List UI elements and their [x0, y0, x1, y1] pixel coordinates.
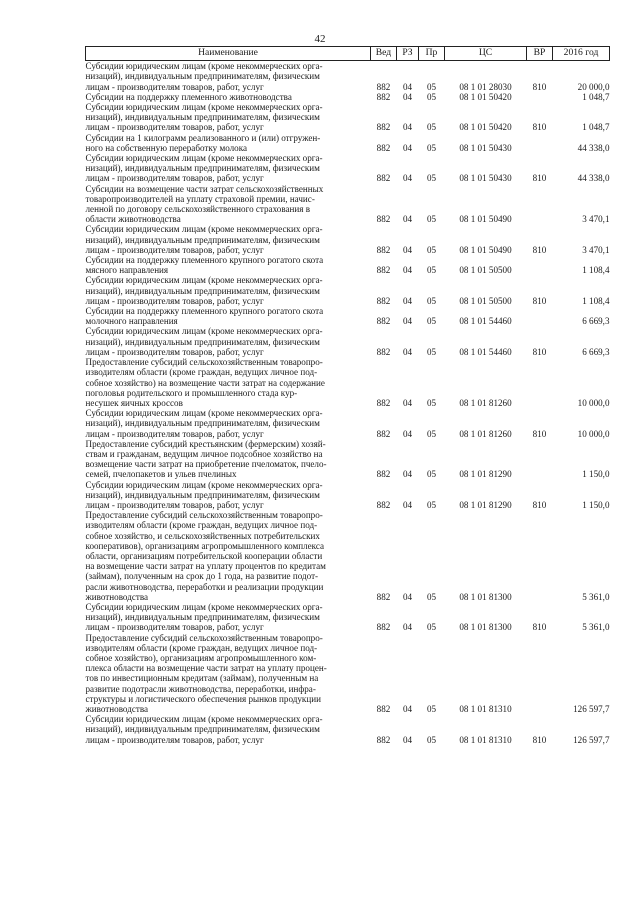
cell-name-line: низаций), индивидуальным предпринимателям, физическим [85, 163, 320, 174]
cell-name-line: Субсидии юридическим лицам (кроме некоммерческих орга- [85, 275, 323, 286]
page-number: 42 [314, 33, 326, 45]
cell-name-line: мясного направления [85, 265, 169, 276]
cell-ved: 882 [376, 81, 391, 92]
cell-name-line: собное хозяйство) на возмещение части затрат на содержание [85, 377, 325, 388]
cell-name-line: Субсидии юридическим лицам (кроме некоммерческих орга- [85, 153, 323, 164]
cell-name-line: изводителям области (кроме граждан, ведущих личное под- [85, 642, 318, 653]
table-row [86, 602, 610, 633]
cell-name-line: семей, пчелопакетов и ульев пчелиных [85, 469, 237, 480]
cell-name-line: Субсидии юридическим лицам (кроме некоммерческих орга- [85, 408, 323, 419]
cell-ved: 882 [376, 91, 391, 102]
cell-name-line: собное хозяйство, и сельскохозяйственных потребительских [85, 530, 320, 541]
cell-name [86, 133, 371, 153]
cell-pr: 05 [426, 81, 437, 92]
cell-cs: 08 1 01 50430 [459, 142, 512, 153]
cell-amount: 1 048,7 [582, 91, 610, 102]
cell-vr: 810 [532, 346, 547, 357]
cell-name-line: кооперативов), организациям агропромышленного комплекса [85, 540, 325, 551]
cell-amount: 3 470,1 [582, 214, 610, 225]
cell-name-line: лицам - производителям товаров, работ, услуг [85, 244, 264, 255]
cell-pr: 05 [426, 346, 437, 357]
cell-name-line: на возмещение части затрат на уплату процентов по кредитам [85, 561, 326, 572]
cell-amount: 1 048,7 [582, 122, 610, 133]
table-body [86, 61, 610, 745]
cell-amount: 126 597,7 [573, 734, 610, 745]
cell-name-line: низаций), индивидуальным предпринимателям, физическим [85, 612, 320, 623]
cell-vr [527, 255, 553, 275]
cell-name-line: поголовья родительского и промышленного стада кур- [85, 387, 298, 398]
cell-rz: 04 [402, 346, 413, 357]
cell-name-line: низаций), индивидуальным предпринимателям, физическим [85, 336, 320, 347]
cell-cs: 08 1 01 81290 [459, 469, 512, 480]
cell-pr: 05 [426, 295, 437, 306]
cell-name-line: области, организациям потребительской кооперации области [85, 550, 323, 561]
cell-name-line: Субсидии юридическим лицам (кроме некоммерческих орга- [85, 224, 323, 235]
cell-vr [527, 439, 553, 480]
cell-name-line: ного на собственную переработку молока [85, 142, 248, 153]
cell-rz: 04 [402, 704, 413, 714]
cell-name [86, 510, 371, 602]
cell-name-line: низаций), индивидуальным предпринимателям, физическим [85, 724, 320, 735]
table-row [86, 275, 610, 306]
cell-rz: 04 [402, 295, 413, 306]
cell-name [86, 275, 371, 306]
cell-ved: 882 [376, 622, 391, 633]
cell-name [86, 92, 371, 102]
cell-cs: 08 1 01 50420 [459, 91, 512, 102]
table-row [86, 439, 610, 480]
cell-pr: 05 [426, 469, 437, 480]
cell-rz: 04 [402, 81, 413, 92]
cell-name-line: товаропроизводителей на уплату страховой премии, начис- [85, 193, 315, 204]
header-pr: Пр [419, 47, 445, 61]
cell-pr: 05 [426, 244, 437, 255]
cell-name-line: Субсидии на возмещение части затрат сельскохозяйственных [85, 183, 324, 194]
table-row [86, 510, 610, 602]
cell-ved: 882 [376, 173, 391, 184]
cell-name-line: Субсидии юридическим лицам (кроме некоммерческих орга- [85, 326, 323, 337]
cell-rz: 04 [402, 428, 413, 439]
cell-rz: 04 [402, 265, 413, 276]
cell-amount: 1 108,4 [582, 295, 610, 306]
cell-name [86, 102, 371, 133]
cell-name-line: тов по инвестиционным кредитам (займам), полученным на [85, 673, 319, 684]
cell-vr: 810 [532, 173, 547, 184]
table-row [86, 357, 610, 408]
table-row [86, 306, 610, 326]
cell-pr: 05 [426, 428, 437, 439]
header-cs: ЦС [445, 47, 527, 61]
cell-name [86, 153, 371, 184]
table-row [86, 255, 610, 275]
cell-ved: 882 [376, 295, 391, 306]
cell-name-line: Субсидии юридическим лицам (кроме некоммерческих орга- [85, 479, 323, 490]
cell-name-line: ствам и гражданам, ведущим личное подсобное хозяйство на [85, 448, 323, 459]
cell-pr: 05 [426, 214, 437, 225]
cell-name-line: лицам - производителям товаров, работ, услуг [85, 734, 264, 745]
cell-cs: 08 1 01 50490 [459, 214, 512, 225]
cell-cs: 08 1 01 81310 [459, 704, 512, 714]
cell-ved: 882 [376, 244, 391, 255]
cell-pr: 05 [426, 591, 437, 602]
cell-vr: 810 [532, 244, 547, 255]
cell-name-line: области животноводства [85, 214, 181, 225]
table-row [86, 633, 610, 715]
table-row [86, 714, 610, 745]
cell-ved: 882 [376, 469, 391, 480]
cell-amount: 20 000,0 [577, 81, 610, 92]
cell-rz: 04 [402, 142, 413, 153]
cell-ved: 882 [376, 265, 391, 276]
cell-ved: 882 [376, 214, 391, 225]
cell-cs: 08 1 01 54460 [459, 346, 512, 357]
cell-name [86, 326, 371, 357]
cell-rz: 04 [402, 173, 413, 184]
cell-name-line: несушек яичных кроссов [85, 397, 183, 408]
cell-amount: 44 338,0 [577, 173, 610, 184]
cell-name-line: лицам - производителям товаров, работ, услуг [85, 428, 264, 439]
cell-cs: 08 1 01 50500 [459, 265, 512, 276]
cell-rz: 04 [402, 622, 413, 633]
cell-name-line: развитие подотрасли животноводства, переработки, инфра- [85, 683, 316, 694]
cell-name-line: Субсидии юридическим лицам (кроме некоммерческих орга- [85, 714, 323, 725]
cell-cs: 08 1 01 81300 [459, 591, 512, 602]
cell-name-line: низаций), индивидуальным предпринимателям, физическим [85, 285, 320, 296]
cell-pr: 05 [426, 173, 437, 184]
cell-name-line: низаций), индивидуальным предпринимателям, физическим [85, 489, 320, 500]
cell-name-line: лицам - производителям товаров, работ, услуг [85, 173, 264, 184]
cell-name-line: (займам), полученным на срок до 1 года, на развитие подот- [85, 571, 319, 582]
table-row [86, 408, 610, 439]
cell-amount: 44 338,0 [577, 142, 610, 153]
cell-cs: 08 1 01 81310 [459, 734, 512, 745]
cell-name-line: лицам - производителям товаров, работ, услуг [85, 622, 264, 633]
cell-name-line: Субсидии юридическим лицам (кроме некоммерческих орга- [85, 102, 323, 113]
cell-name-line: Субсидии на поддержку племенного крупного рогатого скота [85, 255, 324, 266]
cell-vr: 810 [532, 81, 547, 92]
cell-vr: 810 [532, 499, 547, 510]
cell-name-line: лицам - производителям товаров, работ, услуг [85, 346, 264, 357]
cell-name-line: возмещение части затрат на приобретение пчеломаток, пчело- [85, 459, 327, 470]
cell-cs: 08 1 01 28030 [459, 81, 512, 92]
cell-pr: 05 [426, 122, 437, 133]
table-row [86, 480, 610, 511]
cell-vr [527, 510, 553, 602]
cell-ved: 882 [376, 734, 391, 745]
cell-name-line: структуры и логистического обеспечения рынков продукции [85, 693, 321, 704]
cell-rz: 04 [402, 122, 413, 133]
cell-amount: 1 150,0 [582, 469, 610, 480]
cell-pr: 05 [426, 499, 437, 510]
cell-pr: 05 [426, 265, 437, 276]
table-header-row [86, 47, 610, 61]
cell-name-line: Субсидии юридическим лицам (кроме некоммерческих орга- [85, 61, 323, 72]
cell-name-line: Предоставление субсидий сельскохозяйственным товаропро- [85, 357, 323, 368]
cell-name-line: животноводства [85, 704, 149, 714]
cell-name [86, 61, 371, 92]
cell-cs: 08 1 01 81260 [459, 428, 512, 439]
cell-name [86, 714, 371, 745]
cell-amount: 10 000,0 [577, 397, 610, 408]
cell-amount: 3 470,1 [582, 244, 610, 255]
cell-rz: 04 [402, 591, 413, 602]
cell-cs: 08 1 01 81260 [459, 397, 512, 408]
cell-ved: 882 [376, 591, 391, 602]
budget-table [85, 46, 610, 745]
cell-vr: 810 [532, 295, 547, 306]
cell-vr: 810 [532, 428, 547, 439]
header-year: 2016 год [553, 47, 610, 61]
header-ved: Вед [371, 47, 397, 61]
header-rz: РЗ [397, 47, 419, 61]
cell-cs: 08 1 01 50490 [459, 244, 512, 255]
cell-name-line: лицам - производителям товаров, работ, услуг [85, 499, 264, 510]
cell-cs: 08 1 01 81290 [459, 499, 512, 510]
cell-pr: 05 [426, 91, 437, 102]
header-vr: ВР [527, 47, 553, 61]
table-row [86, 184, 610, 225]
cell-vr [527, 306, 553, 326]
cell-name-line: низаций), индивидуальным предпринимателям, физическим [85, 234, 320, 245]
table-row [86, 102, 610, 133]
table-row [86, 133, 610, 153]
cell-vr: 810 [532, 622, 547, 633]
cell-pr: 05 [426, 397, 437, 408]
cell-name-line: Субсидии на поддержку племенного крупного рогатого скота [85, 306, 324, 317]
cell-ved: 882 [376, 428, 391, 439]
cell-vr [527, 184, 553, 225]
cell-name [86, 357, 371, 408]
cell-name-line: низаций), индивидуальным предпринимателям, физическим [85, 112, 320, 123]
cell-name [86, 408, 371, 439]
cell-name-line: Субсидии на 1 килограмм реализованного и (или) отгружен- [85, 132, 321, 143]
cell-cs: 08 1 01 50500 [459, 295, 512, 306]
cell-cs: 08 1 01 54460 [459, 316, 512, 327]
cell-pr: 05 [426, 622, 437, 633]
cell-rz: 04 [402, 499, 413, 510]
cell-cs: 08 1 01 50420 [459, 122, 512, 133]
cell-name [86, 480, 371, 511]
cell-name-line: расли животноводства, переработки и реализации продукции [85, 581, 324, 592]
cell-name-line: низаций), индивидуальным предпринимателям, физическим [85, 418, 320, 429]
cell-name [86, 439, 371, 480]
cell-pr: 05 [426, 142, 437, 153]
cell-name [86, 602, 371, 633]
cell-amount: 1 108,4 [582, 265, 610, 276]
cell-pr: 05 [426, 316, 437, 327]
header-name: Наименование [86, 47, 371, 61]
cell-name [86, 224, 371, 255]
cell-amount: 6 669,3 [582, 346, 610, 357]
cell-amount: 5 361,0 [582, 591, 610, 602]
cell-name-line: изводителям области (кроме граждан, ведущих личное под- [85, 367, 318, 378]
cell-amount: 1 150,0 [582, 499, 610, 510]
cell-vr [527, 92, 553, 102]
cell-name-line: низаций), индивидуальным предпринимателям, физическим [85, 71, 320, 82]
cell-ved: 882 [376, 316, 391, 327]
cell-name-line: собное хозяйство), организациям агропромышленного ком- [85, 652, 317, 663]
cell-cs: 08 1 01 50430 [459, 173, 512, 184]
cell-ved: 882 [376, 346, 391, 357]
cell-name [86, 306, 371, 326]
cell-name-line: ленной по договору сельскохозяйственного страхования в [85, 204, 311, 215]
cell-ved: 882 [376, 122, 391, 133]
cell-name-line: Предоставление субсидий крестьянским (фермерским) хозяй- [85, 438, 326, 449]
cell-rz: 04 [402, 469, 413, 480]
cell-ved: 882 [376, 704, 391, 714]
cell-name-line: Субсидии на поддержку племенного животноводства [85, 91, 292, 102]
cell-name-line: лицам - производителям товаров, работ, услуг [85, 295, 264, 306]
cell-name-line: Субсидии юридическим лицам (кроме некоммерческих орга- [85, 601, 323, 612]
table-row [86, 153, 610, 184]
cell-name-line: животноводства [85, 591, 149, 602]
cell-name [86, 184, 371, 225]
table-row [86, 92, 610, 102]
cell-ved: 882 [376, 142, 391, 153]
cell-rz: 04 [402, 316, 413, 327]
cell-pr: 05 [426, 704, 437, 714]
cell-rz: 04 [402, 397, 413, 408]
cell-cs: 08 1 01 81300 [459, 622, 512, 633]
cell-name-line: плекса области на возмещение части затрат на уплату процен- [85, 663, 327, 674]
cell-amount: 126 597,7 [573, 704, 610, 714]
cell-ved: 882 [376, 499, 391, 510]
cell-vr [527, 133, 553, 153]
cell-name [86, 255, 371, 275]
table-row [86, 224, 610, 255]
cell-rz: 04 [402, 214, 413, 225]
cell-pr: 05 [426, 734, 437, 745]
cell-name [86, 633, 371, 715]
cell-ved: 882 [376, 397, 391, 408]
cell-vr: 810 [532, 122, 547, 133]
cell-name-line: изводителям области (кроме граждан, ведущих личное под- [85, 520, 318, 531]
table-row [86, 61, 610, 92]
table-row [86, 326, 610, 357]
cell-name-line: Предоставление субсидий сельскохозяйственным товаропро- [85, 510, 323, 521]
cell-rz: 04 [402, 734, 413, 745]
cell-name-line: лицам - производителям товаров, работ, услуг [85, 122, 264, 133]
cell-name-line: лицам - производителям товаров, работ, услуг [85, 81, 264, 92]
cell-vr: 810 [532, 734, 547, 745]
cell-name-line: Предоставление субсидий сельскохозяйственным товаропро- [85, 632, 323, 643]
cell-amount: 10 000,0 [577, 428, 610, 439]
cell-amount: 5 361,0 [582, 622, 610, 633]
cell-vr [527, 357, 553, 408]
cell-amount: 6 669,3 [582, 316, 610, 327]
cell-name-line: молочного направления [85, 316, 178, 327]
cell-vr [527, 633, 553, 715]
cell-rz: 04 [402, 91, 413, 102]
cell-rz: 04 [402, 244, 413, 255]
